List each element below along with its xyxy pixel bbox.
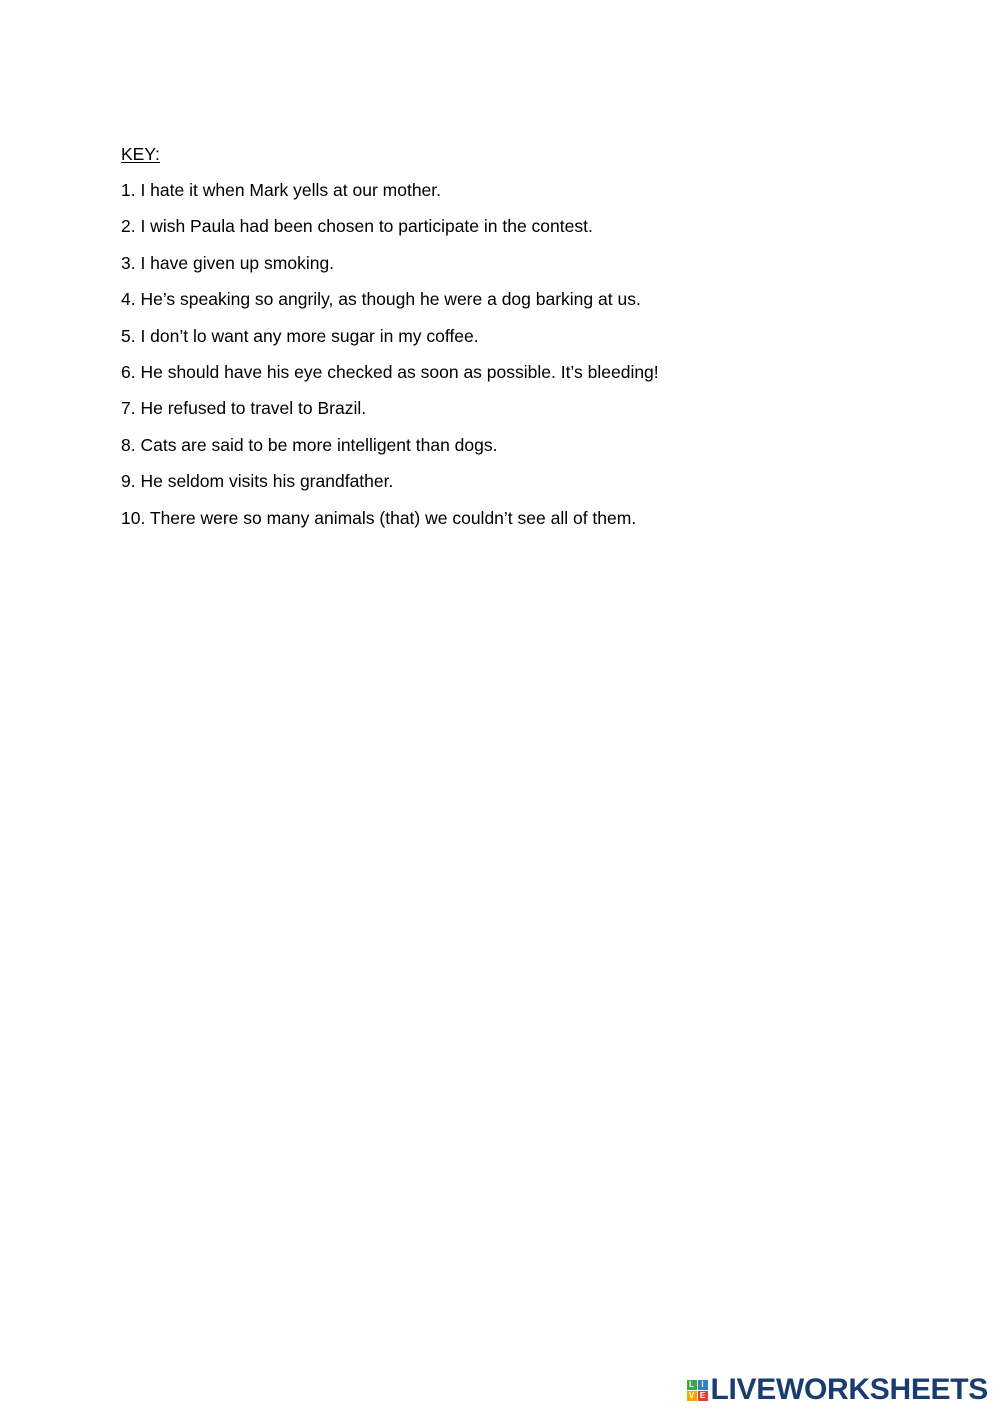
- answer-item: 4. He’s speaking so angrily, as though he were a dog barking at us.: [121, 289, 641, 310]
- answer-item: 1. I hate it when Mark yells at our mother.: [121, 180, 442, 200]
- liveworksheets-logo: [687, 1374, 989, 1406]
- answer-item: 5. I don’t lo want any more sugar in my coffee.: [121, 325, 479, 346]
- logo-mark-letter: L: [687, 1380, 697, 1390]
- answer-item: 10. There were so many animals (that) we couldn’t see all of them.: [121, 507, 637, 528]
- answer-item: 7. He refused to travel to Brazil.: [121, 398, 367, 419]
- logo-wordmark: LIVEWORKSHEETS: [710, 1373, 988, 1406]
- logo-mark-letter: V: [687, 1391, 697, 1401]
- logo-mark-letter: E: [698, 1391, 708, 1401]
- answer-item: 3. I have given up smoking.: [121, 252, 335, 273]
- answer-list: [121, 177, 921, 531]
- key-heading: KEY:: [121, 144, 160, 164]
- logo-mark-letter: I: [698, 1380, 708, 1390]
- answer-item: 8. Cats are said to be more intelligent than dogs.: [121, 434, 498, 455]
- answer-item: 2. I wish Paula had been chosen to participate in the contest.: [121, 216, 593, 237]
- answer-item: 6. He should have his eye checked as soon as possible. It’s bleeding!: [121, 361, 659, 382]
- answer-item: 9. He seldom visits his grandfather.: [121, 471, 394, 492]
- answer-key-section: [121, 141, 921, 541]
- logo-mark-icon: [687, 1380, 708, 1401]
